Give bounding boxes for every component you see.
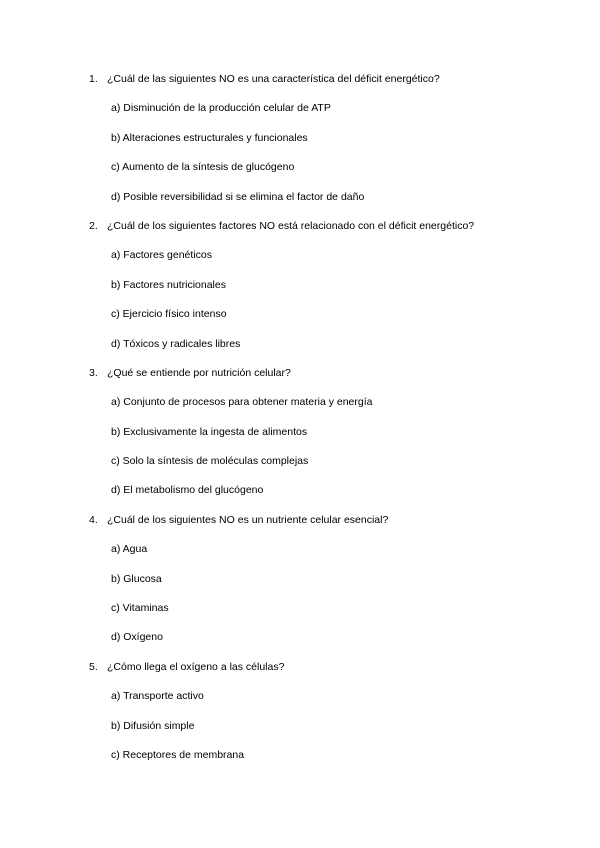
answer-option: a) Transporte activo [111, 690, 204, 703]
answer-option: c) Receptores de membrana [111, 748, 245, 761]
question-list [0, 71, 600, 776]
question-line [0, 71, 600, 87]
answer-option: c) Aumento de la síntesis de glucógeno [111, 161, 295, 174]
answer-option: d) Oxígeno [111, 631, 163, 644]
question-text: ¿Cuál de los siguientes NO es un nutriente celular esencial? [107, 513, 389, 526]
answer-option: c) Ejercicio físico intenso [111, 308, 227, 321]
answer-option: b) Exclusivamente la ingesta de alimentos [111, 425, 308, 438]
question-3 [0, 365, 600, 499]
question-number: 1. [89, 73, 98, 85]
question-number: 3. [89, 366, 98, 379]
question-number: 4. [89, 513, 98, 526]
question-number: 2. [89, 219, 98, 232]
question-text: ¿Cuál de las siguientes NO es una característica del déficit energético? [107, 73, 440, 85]
answer-option: d) Posible reversibilidad si se elimina el factor de daño [111, 190, 365, 203]
question-line [0, 218, 600, 234]
question-4 [0, 512, 600, 646]
answer-option: d) El metabolismo del glucógeno [111, 484, 264, 497]
answer-option: c) Vitaminas [111, 602, 169, 615]
question-text: ¿Cuál de los siguientes factores NO está relacionado con el déficit energético? [107, 219, 475, 232]
question-5 [0, 659, 600, 763]
question-2 [0, 218, 600, 352]
question-number: 5. [89, 660, 98, 673]
question-line [0, 512, 600, 528]
answer-option: c) Solo la síntesis de moléculas complejas [111, 455, 309, 468]
answer-option: a) Agua [111, 543, 148, 556]
question-text: ¿Qué se entiende por nutrición celular? [107, 366, 291, 379]
answer-option: a) Factores genéticos [111, 249, 212, 262]
answer-option: b) Factores nutricionales [111, 278, 226, 291]
answer-option: b) Glucosa [111, 572, 162, 585]
question-line [0, 365, 600, 381]
question-text: ¿Cómo llega el oxígeno a las células? [107, 660, 285, 673]
answer-option: d) Tóxicos y radicales libres [111, 337, 241, 350]
answer-option: a) Conjunto de procesos para obtener materia y energía [111, 396, 373, 409]
question-line [0, 659, 600, 675]
answer-option: b) Difusión simple [111, 719, 195, 732]
answer-option: a) Disminución de la producción celular de ATP [111, 102, 331, 115]
question-1 [0, 71, 600, 205]
answer-option: b) Alteraciones estructurales y funcionales [111, 131, 308, 144]
